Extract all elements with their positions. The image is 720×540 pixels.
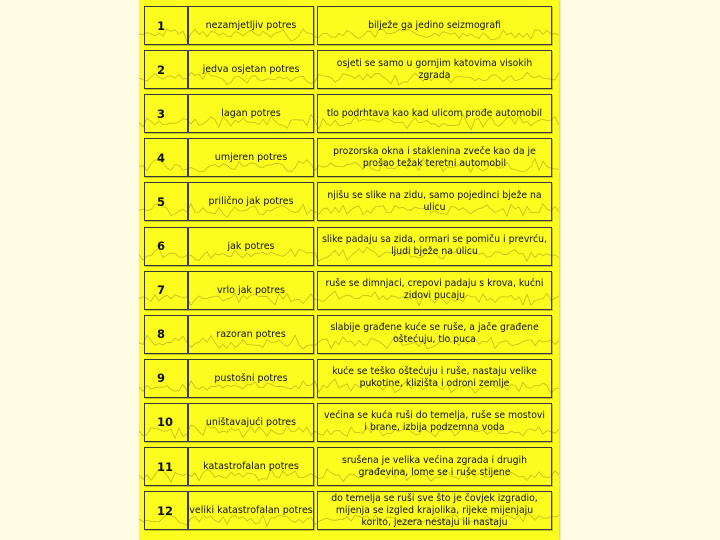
intensity-name (188, 315, 314, 354)
intensity-description (317, 315, 552, 354)
intensity-description-text: do temelja se ruši sve što je čovjek izgradio, mijenja se izgled krajolika, rijeke mijenjaju korito, jezera nestaju ili nastaju (331, 492, 538, 528)
intensity-level-text: 2 (157, 62, 166, 77)
intensity-name (188, 271, 314, 310)
intensity-level (144, 50, 188, 89)
table-row (144, 315, 552, 354)
intensity-description-text: tlo podrhtava kao kad ulicom prođe automobil (326, 107, 543, 119)
intensity-name (188, 403, 314, 442)
intensity-description-text: ruše se dimnjaci, crepovi padaju s krova, kućni zidovi pucaju (325, 278, 544, 302)
intensity-name-text: lagan potres (221, 108, 281, 120)
table-row (144, 271, 552, 310)
table-row (144, 359, 552, 398)
table-row (144, 6, 552, 45)
intensity-level-text: 12 (157, 503, 174, 518)
table-row (144, 227, 552, 266)
intensity-level (144, 315, 188, 354)
intensity-description (317, 359, 552, 398)
intensity-description (317, 227, 552, 266)
intensity-name (188, 491, 314, 530)
table-row (144, 491, 552, 530)
intensity-level-text: 8 (157, 327, 166, 342)
intensity-description-text: bilježe ga jedino seizmografi (368, 19, 501, 31)
table-row (144, 94, 552, 133)
intensity-name (188, 447, 314, 486)
intensity-level-text: 6 (157, 239, 166, 253)
intensity-name-text: uništavajući potres (205, 416, 297, 428)
intensity-name (188, 6, 314, 45)
intensity-name-text: vrlo jak potres (216, 284, 286, 296)
intensity-level (144, 359, 188, 398)
intensity-level-text: 11 (157, 459, 174, 474)
intensity-description-text: prozorska okna i staklenina zveče kao da je prošao težak teretni automobil (333, 145, 536, 169)
intensity-level (144, 227, 188, 266)
intensity-name-text: katastrofalan potres (203, 461, 299, 472)
table-row (144, 50, 552, 89)
table-row (144, 447, 552, 486)
intensity-level (144, 6, 188, 45)
intensity-level (144, 491, 188, 530)
intensity-name-text: prilično jak potres (208, 196, 294, 208)
intensity-description (317, 138, 552, 177)
intensity-level (144, 138, 188, 177)
table-row (144, 138, 552, 177)
intensity-description-text: osjeti se samo u gornjim katovima visokih zgrada (336, 57, 533, 81)
intensity-description-text: njišu se slike na zidu, samo pojedinci bježe na ulicu (327, 189, 542, 213)
intensity-name-text: jak potres (227, 240, 275, 252)
intensity-name-text: pustošni potres (214, 372, 288, 384)
intensity-level (144, 271, 188, 310)
intensity-name (188, 138, 314, 177)
intensity-level (144, 94, 188, 133)
intensity-level-text: 1 (157, 18, 166, 33)
intensity-level-text: 9 (157, 371, 166, 386)
intensity-description-text: kuće se teško oštećuju i ruše, nastaju velike pukotine, klizišta i odroni zemlje (332, 366, 537, 390)
intensity-name (188, 359, 314, 398)
table-row (144, 182, 552, 221)
scale-card (139, 0, 559, 540)
intensity-level (144, 447, 188, 486)
intensity-description (317, 182, 552, 221)
intensity-name (188, 227, 314, 266)
intensity-description (317, 6, 552, 45)
intensity-description-text: slabije građene kuće se ruše, a jače građene oštećuju, tlo puca (330, 322, 539, 346)
intensity-description (317, 403, 552, 442)
intensity-description (317, 491, 552, 530)
intensity-name-text: jedva osjetan potres (202, 64, 300, 76)
intensity-description (317, 271, 552, 310)
intensity-level (144, 403, 188, 442)
intensity-description (317, 94, 552, 133)
intensity-level-text: 5 (157, 194, 166, 209)
intensity-description (317, 447, 552, 486)
intensity-name-text: razoran potres (216, 328, 286, 340)
intensity-level-text: 10 (157, 415, 174, 430)
intensity-name (188, 182, 314, 221)
intensity-name-text: veliki katastrofalan potres (189, 505, 313, 517)
intensity-level (144, 182, 188, 221)
intensity-description (317, 50, 552, 89)
intensity-name-text: nezamjetljiv potres (205, 20, 297, 31)
intensity-description-text: većina se kuća ruši do temelja, ruše se mostovi i brane, izbija podzemna voda (323, 410, 546, 434)
intensity-description-text: srušena je velika većina zgrada i drugih građevina, lome se i ruše stijene (341, 454, 528, 478)
intensity-name (188, 94, 314, 133)
intensity-level-text: 3 (157, 106, 166, 121)
intensity-level-text: 4 (157, 150, 166, 165)
intensity-level-text: 7 (157, 283, 166, 298)
intensity-name (188, 50, 314, 89)
intensity-name-text: umjeren potres (214, 152, 288, 164)
table-row (144, 403, 552, 442)
intensity-description-text: slike padaju sa zida, ormari se pomiču i prevrću, ljudi bježe na ulicu (322, 234, 547, 257)
